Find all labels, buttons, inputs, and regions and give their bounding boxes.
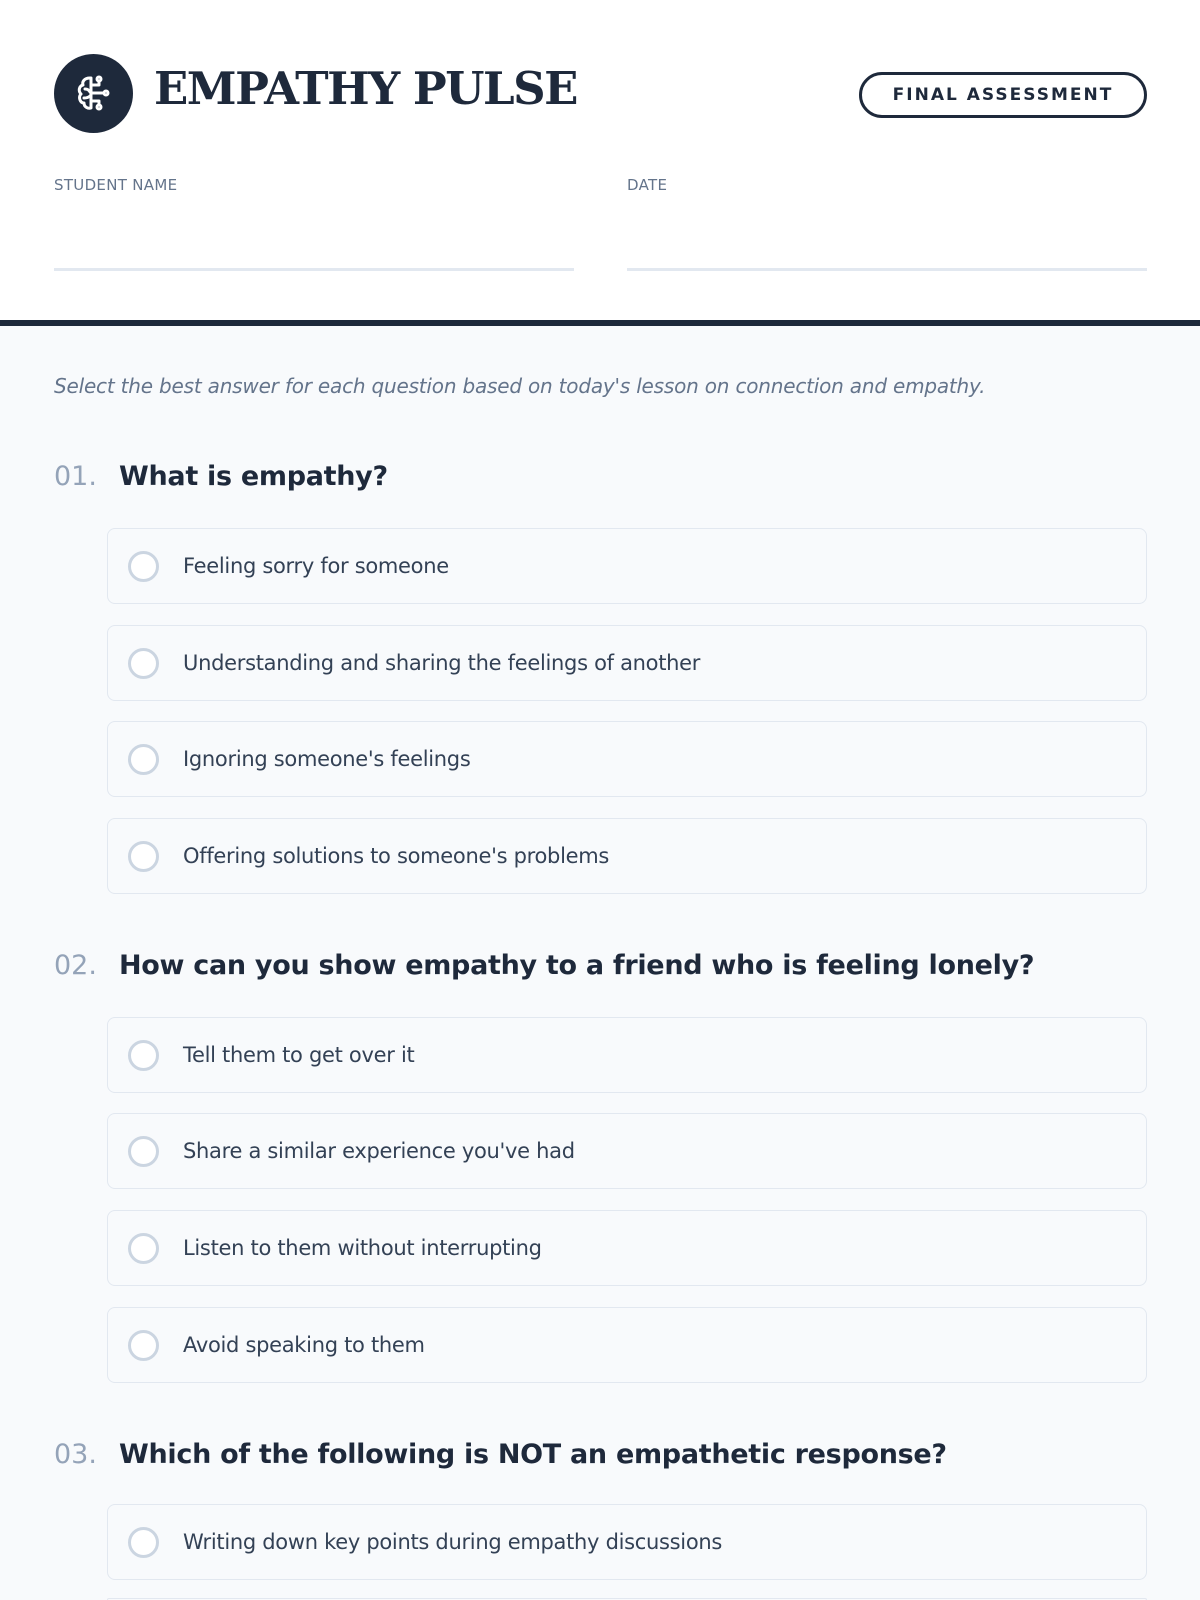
radio-button[interactable] xyxy=(128,1527,159,1558)
option-label: Tell them to get over it xyxy=(183,1043,415,1067)
question-text: How can you show empathy to a friend who is feeling lonely? xyxy=(119,950,1035,981)
option-label: Feeling sorry for someone xyxy=(183,554,449,578)
answer-option[interactable] xyxy=(107,1113,1147,1189)
question-text: What is empathy? xyxy=(119,461,388,492)
logo xyxy=(54,54,133,133)
answer-option[interactable] xyxy=(107,1017,1147,1093)
radio-button[interactable] xyxy=(128,1330,159,1361)
option-label: Understanding and sharing the feelings of another xyxy=(183,651,701,675)
option-label: Listen to them without interrupting xyxy=(183,1236,542,1260)
answer-option[interactable] xyxy=(107,1504,1147,1580)
assessment-badge: FINAL ASSESSMENT xyxy=(859,72,1147,118)
option-label: Offering solutions to someone's problems xyxy=(183,844,610,868)
radio-button[interactable] xyxy=(128,1040,159,1071)
radio-button[interactable] xyxy=(128,551,159,582)
answer-option[interactable] xyxy=(107,1210,1147,1286)
radio-button[interactable] xyxy=(128,1233,159,1264)
option-label: Share a similar experience you've had xyxy=(183,1139,575,1163)
student-name-label: STUDENT NAME xyxy=(54,176,178,194)
answer-option[interactable] xyxy=(107,1307,1147,1383)
question-text: Which of the following is NOT an empathetic response? xyxy=(119,1439,947,1470)
radio-button[interactable] xyxy=(128,648,159,679)
option-label: Ignoring someone's feelings xyxy=(183,747,471,771)
question-number: 03. xyxy=(54,1439,97,1470)
instructions-text: Select the best answer for each question based on today's lesson on connection and empathy. xyxy=(54,374,986,398)
brain-icon xyxy=(73,72,115,114)
answer-option[interactable] xyxy=(107,721,1147,797)
answer-option[interactable] xyxy=(107,818,1147,894)
date-field[interactable] xyxy=(627,268,1147,271)
option-label: Writing down key points during empathy discussions xyxy=(183,1530,723,1554)
radio-button[interactable] xyxy=(128,1136,159,1167)
question-number: 02. xyxy=(54,950,97,981)
question-number: 01. xyxy=(54,461,97,492)
radio-button[interactable] xyxy=(128,841,159,872)
option-label: Avoid speaking to them xyxy=(183,1333,425,1357)
date-label: DATE xyxy=(627,176,668,194)
answer-option[interactable] xyxy=(107,625,1147,701)
page-header xyxy=(0,0,1200,326)
radio-button[interactable] xyxy=(128,744,159,775)
answer-option[interactable] xyxy=(107,528,1147,604)
app-title: EMPATHY PULSE xyxy=(154,62,577,115)
student-name-field[interactable] xyxy=(54,268,574,271)
